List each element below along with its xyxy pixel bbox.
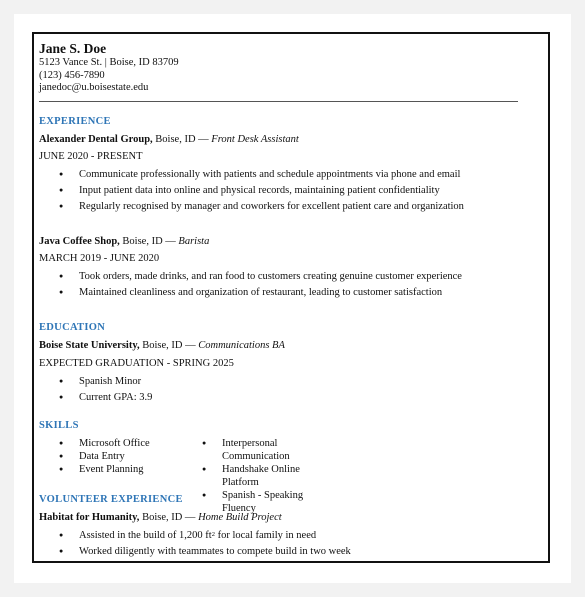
skills-section [39,419,538,432]
experience-entry [39,133,538,146]
skill-item: ● Microsoft Office [39,437,182,450]
education-section [39,321,538,334]
skill-item: ● Handshake Online Platform [182,463,325,489]
section-title-experience: EXPERIENCE [39,116,111,127]
bullet-item [39,529,538,542]
location: Boise, ID — [119,236,179,247]
entry-heading [39,133,538,146]
section-title-skills: SKILLS [39,420,79,431]
job-title: Front Desk Assistant [211,134,299,145]
experience-entry [39,235,538,248]
bullet-item: ● Worked diligently with teammates to compete build in two week [39,545,538,558]
entry-dates: MARCH 2019 - JUNE 2020 [39,253,160,264]
resume-frame [32,32,550,563]
entry-bullets [39,168,538,213]
bullet-item: ● Spanish Minor [39,375,538,388]
address: 5123 Vance St. | Boise, ID 83709 [39,57,179,68]
skill-item: ● Interpersonal Communication [182,437,325,463]
skill-item: ● Event Planning [39,463,182,476]
experience-section [39,115,538,128]
school: Boise State University, [39,340,140,351]
education-bullets [39,375,538,404]
skill-item: ● Data Entry [39,450,182,463]
employer: Java Coffee Shop, [39,236,120,247]
job-title: Barista [178,236,210,247]
entry-bullets [39,270,538,299]
bullet-item: ● Input patient data into online and physical records, maintaining patient confidentiality [39,184,538,197]
entry-heading [39,511,538,524]
entry-heading [39,339,538,352]
entry-dates: JUNE 2020 - PRESENT [39,151,143,162]
skill-item: ● Spanish - Speaking Fluency [182,489,325,515]
entry-heading [39,235,538,248]
volunteer-bullets [39,529,538,558]
location: Boise, ID — [139,512,199,523]
section-title-education: EDUCATION [39,322,106,333]
location: Boise, ID — [152,134,212,145]
bullet-text: Assisted in the build of 1,200 ft [79,530,212,541]
bullet-item: ● Communicate professionally with patients and schedule appointments via phone and email [39,168,538,181]
document-page [14,14,571,583]
bullet-item: ● Took orders, made drinks, and ran food to customers creating genuine customer experience [39,270,538,283]
contact-header [39,41,538,102]
employer: Alexander Dental Group, [39,134,153,145]
location: Boise, ID — [139,340,199,351]
candidate-name: Jane S. Doe [39,41,107,56]
organization: Habitat for Humanity, [39,512,140,523]
email: janedoc@u.boisestate.edu [39,82,149,93]
entry-dates: EXPECTED GRADUATION - SPRING 2025 [39,358,234,369]
degree: Communications BA [198,340,285,351]
bullet-item: ● Regularly recognised by manager and coworkers for excellent patient care and organization [39,200,538,213]
section-title-volunteer: VOLUNTEER EXPERIENCE [39,494,183,505]
superscript: 2 [211,531,215,538]
bullet-item: ● Maintained cleanliness and organization of restaurant, leading to customer satisfaction [39,286,538,299]
project-title: Home Build Project [198,512,282,523]
header-divider [39,101,518,102]
volunteer-section [39,493,538,506]
phone: (123) 456-7890 [39,69,105,81]
bullet-text: for local family in need [214,530,317,541]
bullet-item: ● Current GPA: 3.9 [39,391,538,404]
